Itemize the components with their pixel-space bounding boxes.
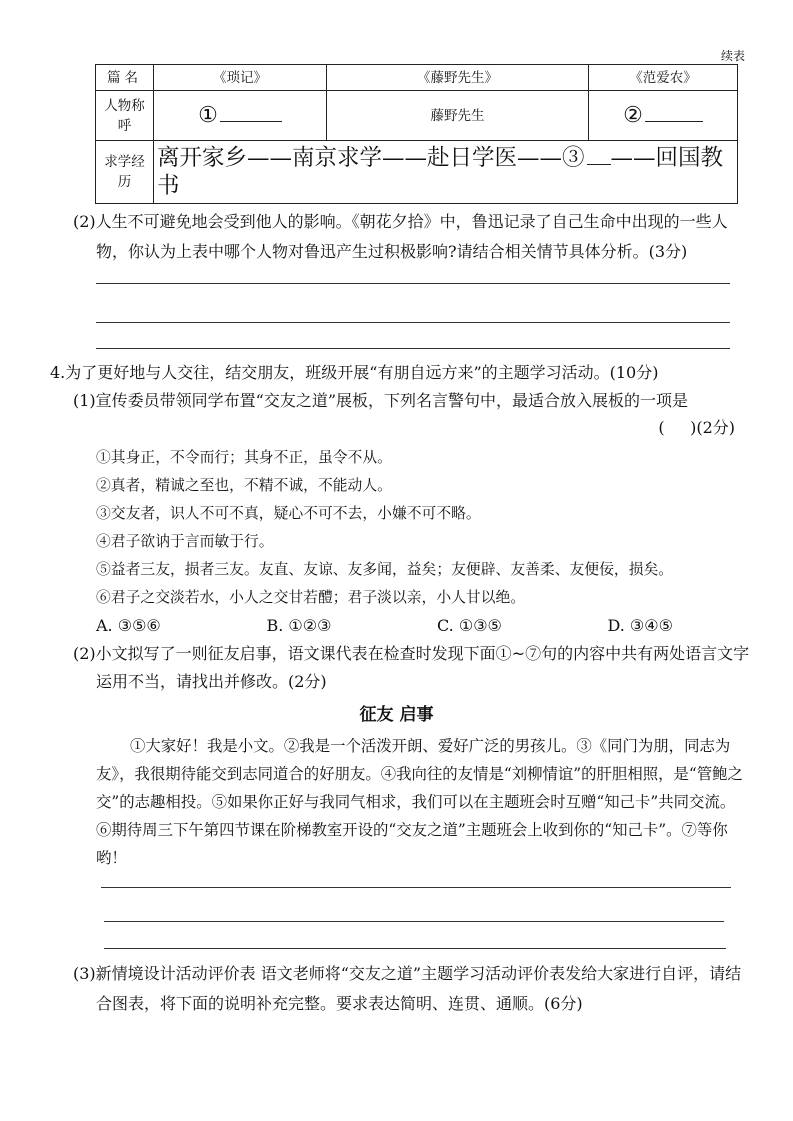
choice-b: B. ①②③ — [266, 616, 332, 635]
reading-comparison-table — [95, 64, 738, 204]
blank-marker-1: ① — [198, 102, 218, 128]
answer-line — [96, 267, 730, 284]
answer-line — [104, 888, 724, 922]
table-people-cell-1 — [154, 91, 327, 141]
table-people-label: 人物称呼 — [96, 91, 154, 141]
reading-part-2-prompt: (2)人生不可避免地会受到他人的影响。《朝花夕拾》中，鲁迅记录了自己生命中出现的一些人物，你认为上表中哪个人物对鲁迅产生过积极影响?请结合相关情节具体分析。(3分) — [73, 212, 728, 261]
choice-a: A. ③⑤⑥ — [96, 616, 161, 635]
table-header-work-fanainong: 《范爱农》 — [589, 65, 738, 91]
table-people-row — [96, 91, 738, 141]
choice-list — [96, 612, 778, 640]
answer-line — [96, 323, 730, 349]
choice-d: D. ③④⑤ — [607, 616, 673, 635]
table-header-work-suoji: 《琐记》 — [154, 65, 327, 91]
quote-list — [96, 444, 746, 612]
choice-c: C. ①③⑤ — [437, 616, 502, 635]
answer-line — [101, 872, 731, 888]
question-content — [0, 203, 793, 1019]
table-study-path — [154, 141, 738, 204]
question-4-part-1-answer-slot: ( )(2分) — [658, 418, 735, 437]
quote-item: ③交友者，识人不可不真，疑心不可不去，小嫌不可不略。 — [96, 505, 481, 522]
study-path-after: ——回国教书 — [157, 145, 724, 199]
quote-item: ⑤益者三友，损者三友。友直、友谅、友多闻，益矣；友便辟、友善柔、友便佞，损矣。 — [96, 561, 674, 578]
quote-item: ①其身正，不令而行；其身不正，虽令不从。 — [96, 449, 392, 466]
table-people-cell-3 — [589, 91, 738, 141]
notice-title: 征友 启事 — [359, 705, 434, 725]
question-4-stem: 4.为了更好地与人交往，结交朋友，班级开展“有朋自远方来”的主题学习活动。(10分) — [50, 363, 659, 382]
table-header-row — [96, 65, 738, 91]
answer-line — [96, 284, 730, 323]
table-header-work-tengye: 《藤野先生》 — [327, 65, 589, 91]
question-4-part-2-prompt: (2)小文拟写了一则征友启事，语文课代表在检查时发现下面①~⑦句的内容中共有两处语言文字运用不当，请找出并修改。(2分) — [73, 644, 750, 691]
table-people-cell-2: 藤野先生 — [327, 91, 589, 141]
answer-blank-2 — [645, 120, 703, 122]
blank-marker-2: ② — [623, 102, 643, 128]
notice-body: ①大家好！我是小文。②我是一个活泼开朗、爱好广泛的男孩儿。③《同门为朋，同志为友》，我很期待能交到志同道合的好朋友。④我向往的友情是“刘柳情谊”的肝胆相照，是“管鲍之交”的志趣相投。⑤如果你正好与我同气相求，我们可以在主题班会时互赠“知己卡”共同交流。⑥期待周三下午第四节课在阶梯教室开设的“交友之道”主题班会上收到你的“知己卡”。⑦等你哟！ — [96, 737, 743, 867]
question-4-part-1-prompt: (1)宣传委员带领同学布置“交友之道”展板，下列名言警句中，最适合放入展板的一项是 — [73, 391, 689, 410]
blank-marker-3: ③ — [562, 145, 585, 171]
quote-item: ⑥君子之交淡若水，小人之交甘若醴；君子淡以亲，小人甘以绝。 — [96, 589, 526, 606]
table-study-row — [96, 141, 738, 204]
continued-table-label: 续表 — [720, 49, 745, 63]
table-study-label: 求学经历 — [96, 141, 154, 204]
table-header-title-label: 篇名 — [96, 65, 154, 91]
quote-item: ②真者，精诚之至也，不精不诚，不能动人。 — [96, 477, 392, 494]
question-4-part-3-prompt: (3)新情境设计活动评价表 语文老师将“交友之道”主题学习活动评价表发给大家进行自评，请结合图表，将下面的说明补充完整。要求表达简明、连贯、通顺。(6分) — [73, 964, 742, 1013]
answer-blank-3 — [587, 163, 611, 165]
answer-line — [104, 922, 726, 949]
answer-blank-1 — [220, 120, 282, 122]
study-path-before: 离开家乡——南京求学——赴日学医—— — [157, 145, 563, 171]
quote-item: ④君子欲讷于言而敏于行。 — [96, 533, 274, 550]
